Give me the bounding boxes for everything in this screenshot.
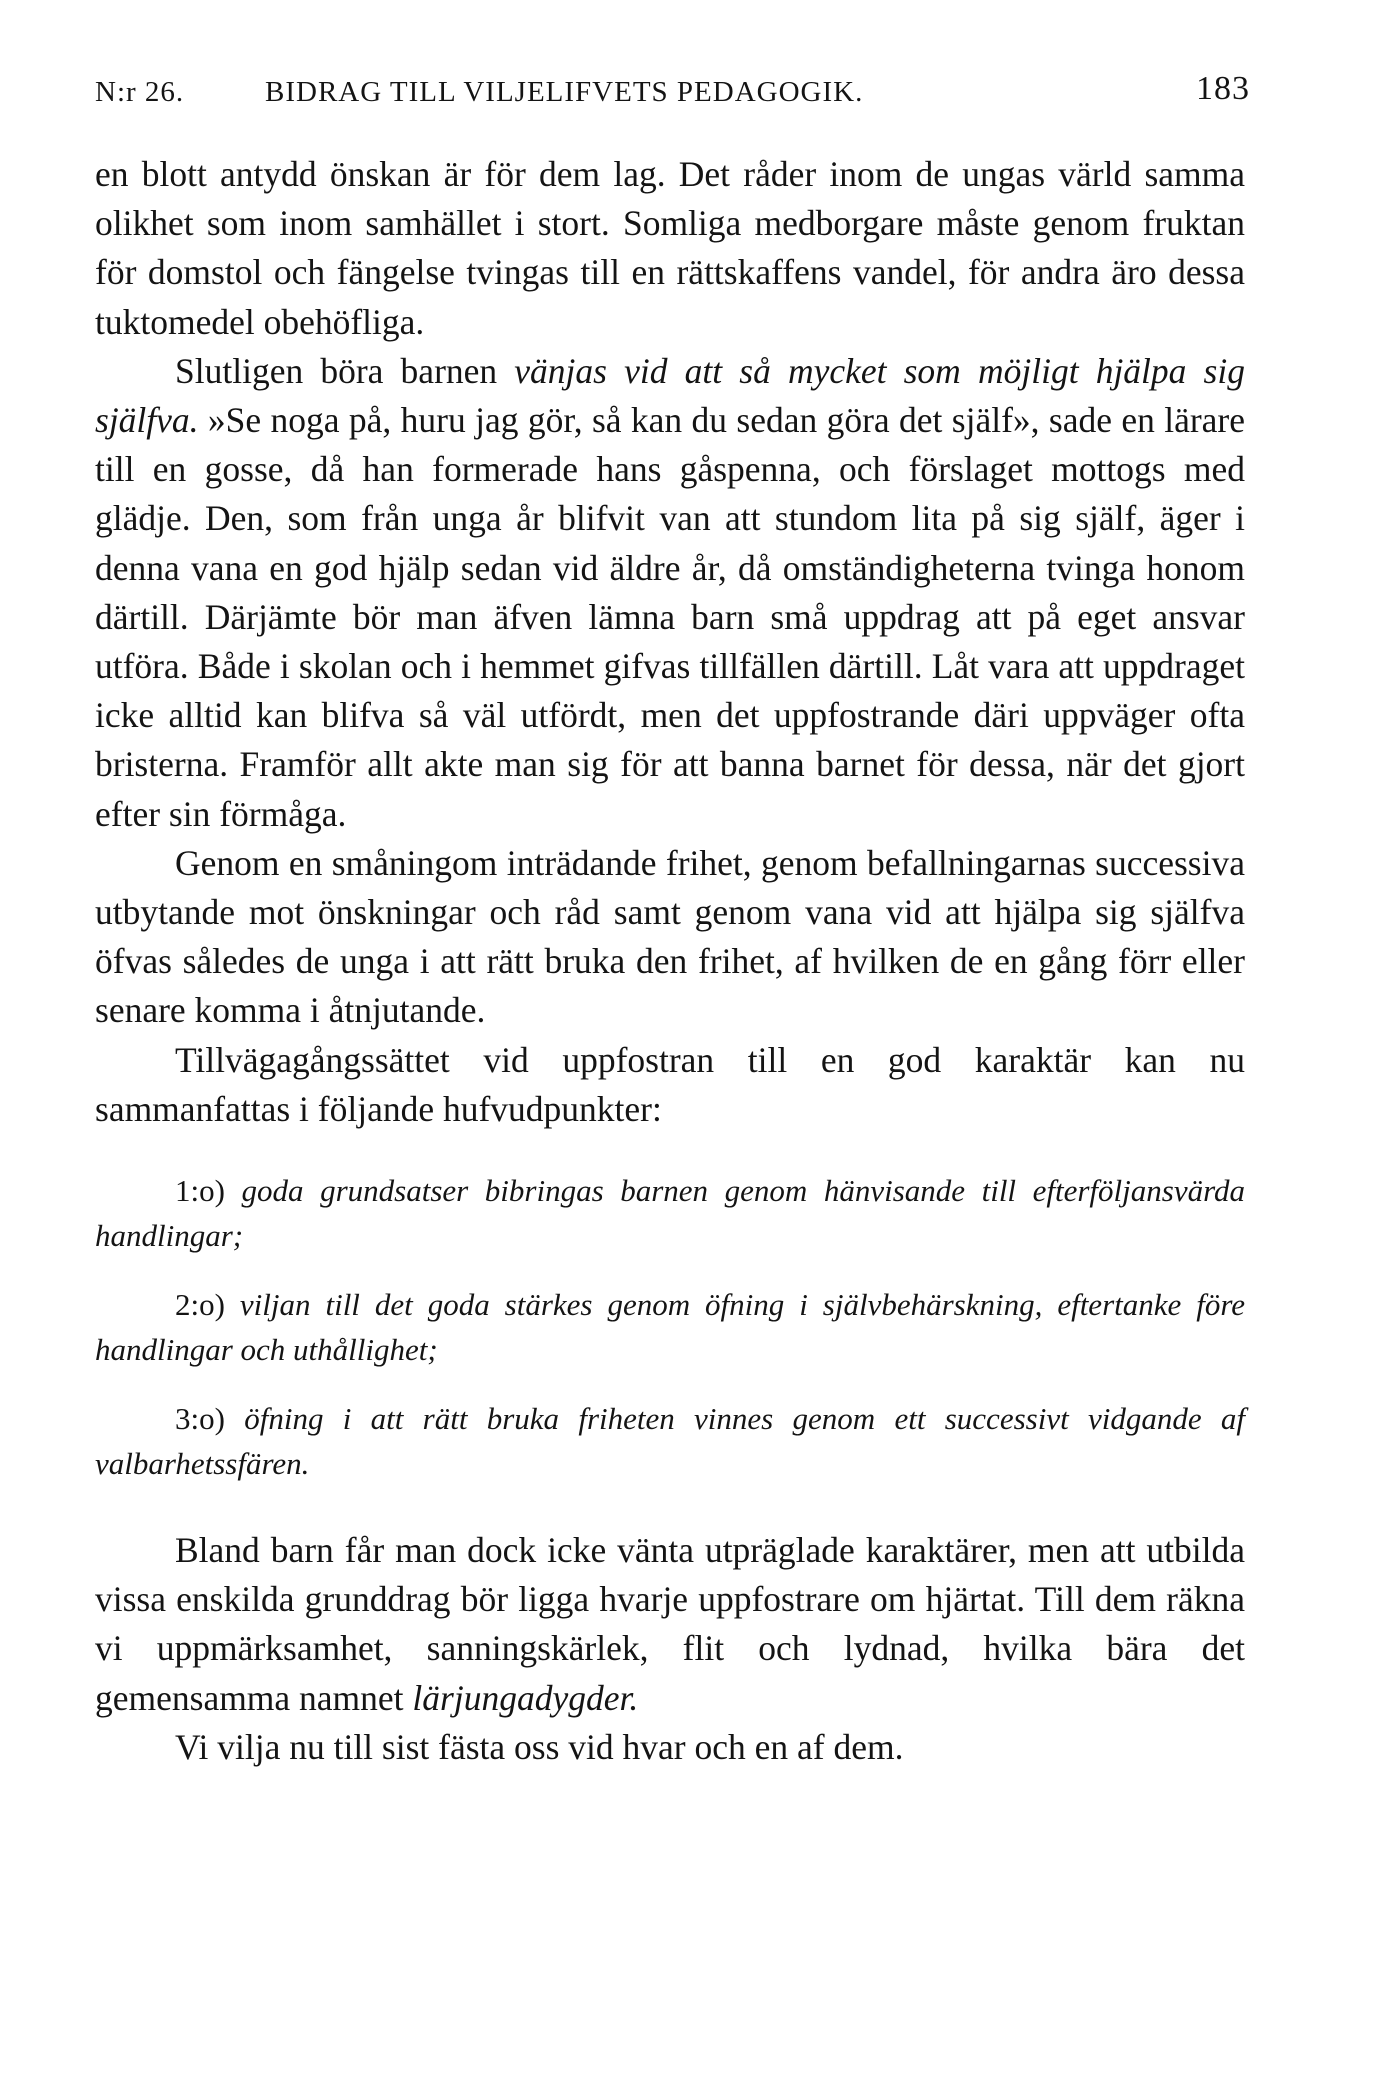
paragraph-3: Genom en småningom inträdande frihet, genom befallningarnas successiva utbytande mot önskningar och råd samt genom vana vid att hjälpa sig själfva öfvas således de unga i att rätt bruka den frihet, af hvilken de en gång förr eller senare komma i åtnjutande. (95, 842, 1245, 1031)
list-item-number: 3:o) (175, 1401, 225, 1437)
running-title: BIDRAG TILL VILJELIFVETS PEDAGOGIK. (265, 76, 864, 108)
paragraph-5-start: Bland barn får man dock icke vänta utpräglade karaktärer, men att utbilda vissa enskilda grunddrag bör ligga hvarje uppfostrare om hjärtat. Till dem räkna vi uppmärksamhet, sanningskärlek, flit och lydnad, hvilka bära det gemensamma namnet (95, 1530, 1245, 1718)
issue-number: N:r 26. (95, 76, 185, 108)
list-item-text: öfning i att rätt bruka friheten vinnes genom ett successivt vidgande af valbarhetssfären. (95, 1401, 1246, 1482)
paragraph-1: en blott antydd önskan är för dem lag. Det råder inom de ungas värld samma olikhet som inom samhället i stort. Somliga medborgare måste genom fruktan för domstol och fängelse tvingas till en rättskaffens vandel, för andra äro dessa tuktomedel obehöfliga. (95, 154, 1245, 342)
paragraph-2 (95, 347, 1245, 839)
list-item (95, 1396, 1245, 1486)
list-item-text: goda grundsatser bibringas barnen genom hänvisande till efterföljansvärda handlingar; (95, 1173, 1246, 1254)
body-text (95, 150, 1245, 1772)
list-item-number: 2:o) (175, 1287, 225, 1323)
list-item-number: 1:o) (175, 1173, 225, 1209)
list-item (95, 1282, 1245, 1372)
list-item-text: viljan till det goda stärkes genom öfning i självbehärskning, eftertanke före handlingar och uthållighet; (95, 1287, 1246, 1368)
running-header (95, 70, 1250, 122)
page-number: 183 (1196, 70, 1250, 107)
paragraph-5 (95, 1526, 1245, 1723)
paragraph-2-start: Slutligen böra barnen (175, 350, 515, 391)
paragraph-2-rest: »Se noga på, huru jag gör, så kan du sedan göra det själf», sade en lärare till en gosse, då han formerade hans gåspenna, och förslaget mottogs med glädje. Den, som från unga år blifvit van att stundom lita på sig själf, äger i denna vana en god hjälp sedan vid äldre år, då omständigheterna tvinga honom därtill. Därjämte bör man äfven lämna barn små uppdrag att på eget ansvar utföra. Både i skolan och i hemmet gifvas tillfällen därtill. Låt vara att uppdraget icke alltid kan blifva så väl utfördt, men det uppfostrande däri uppväger ofta bristerna. Framför allt akte man sig för att banna barnet för dessa, när det gjort efter sin förmåga. (95, 400, 1245, 834)
paragraph-2-emphasis: vänjas vid att så mycket som möjligt hjälpa sig själfva. (95, 350, 1245, 441)
book-page (95, 70, 1250, 1772)
paragraph-4: Tillvägagångssättet vid uppfostran till en god karaktär kan nu sammanfattas i följande hufvudpunkter: (95, 1039, 1245, 1129)
list-item (95, 1168, 1245, 1258)
paragraph-6: Vi vilja nu till sist fästa oss vid hvar och en af dem. (175, 1726, 904, 1767)
paragraph-5-emphasis: lärjungadygder. (412, 1677, 639, 1718)
principles-list (95, 1168, 1245, 1486)
